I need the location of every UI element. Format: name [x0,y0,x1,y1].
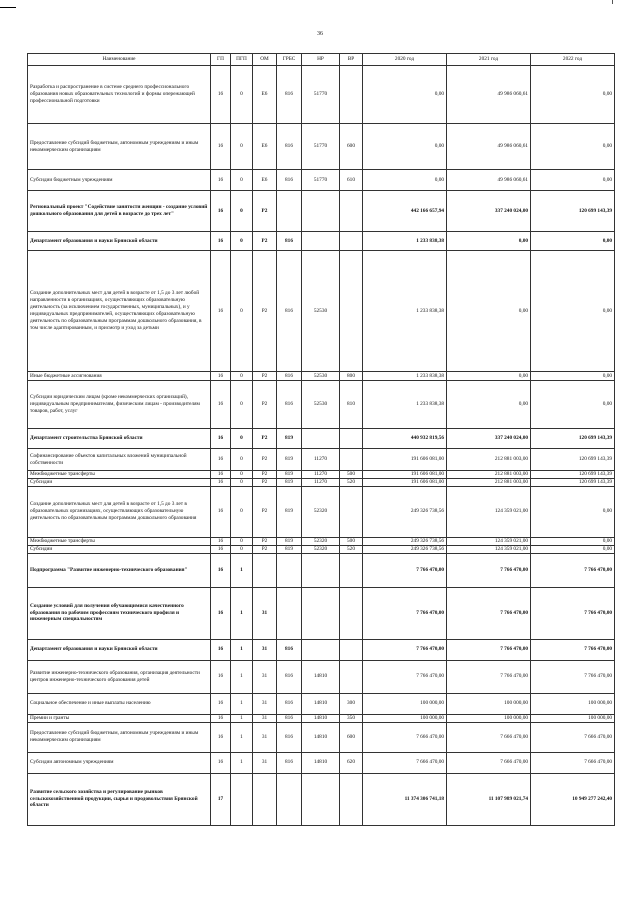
cell-2020: 1 233 838,38 [363,232,447,251]
cell-grbs: 816 [277,639,302,660]
cell-gp: 16 [211,232,231,251]
cell-2021: 0,00 [447,372,531,381]
cell-grbs: 819 [277,537,302,545]
cell-pgp [231,773,253,825]
cell-grbs: 816 [277,124,302,170]
cell-pgp: 1 [231,693,253,714]
cell-2020: 100 000,00 [363,714,447,722]
table-row [28,170,615,191]
cell-2022: 7 666 470,00 [531,722,615,752]
cell-pgp: 1 [231,553,253,587]
cell-name: Создание дополнительных мест для детей в возрасте от 1,5 до 3 лет в образовательных организациях, осуществляющих образовательную деятельность по образовательным программам дошкольного образования [28,486,211,537]
cell-vr [340,773,363,825]
cell-2022: 0,00 [531,537,615,545]
cell-gp: 16 [211,381,231,429]
cell-2020: 249 326 738,56 [363,545,447,553]
cell-name: Департамент образования и науки Брянской области [28,232,211,251]
cell-name: Создание дополнительных мест для детей в возрасте от 1,5 до 3 лет любой направленности в организациях, осуществляющих образовательную деятельность (за исключением государственных, муниципальных), и у индивидуальных предпринимателей, осуществляющих образовательную деятельность по образовательным программам дошкольного образования, в том числе адаптированным, и присмотр и уход за детьми [28,251,211,372]
cell-2021: 49 986 060,61 [447,170,531,191]
table-row [28,773,615,825]
cell-gp: 16 [211,660,231,693]
cell-nr: 14810 [302,722,340,752]
header-grbs: ГРБС [277,54,302,66]
cell-vr: 500 [340,471,363,479]
page-number: 36 [317,31,323,37]
cell-2021: 124 359 021,00 [447,537,531,545]
cell-2021: 7 766 470,00 [447,587,531,639]
cell-vr: 350 [340,714,363,722]
cell-gp: 16 [211,251,231,372]
cell-nr: 14810 [302,693,340,714]
cell-om: Р2 [253,191,277,232]
cell-2020: 11 374 306 741,18 [363,773,447,825]
cell-2021: 100 000,00 [447,714,531,722]
cell-pgp: 0 [231,449,253,471]
cell-nr [302,639,340,660]
cell-grbs: 819 [277,449,302,471]
cell-om: 31 [253,587,277,639]
cell-grbs: 816 [277,722,302,752]
cell-om: Р2 [253,429,277,449]
cell-pgp: 1 [231,587,253,639]
cell-vr: 500 [340,537,363,545]
header-name: Наименование [28,54,211,66]
cell-om: Р2 [253,251,277,372]
cell-2022: 0,00 [531,66,615,124]
cell-gp: 16 [211,471,231,479]
cell-2021: 7 766 470,00 [447,660,531,693]
cell-2020: 7 766 470,00 [363,639,447,660]
cell-nr: 52530 [302,251,340,372]
cell-om: Р2 [253,545,277,553]
cell-pgp: 0 [231,537,253,545]
cell-om: Р2 [253,232,277,251]
cell-vr [340,486,363,537]
cell-gp: 16 [211,587,231,639]
table-header-row [28,54,615,66]
cell-2020: 7 766 470,00 [363,587,447,639]
budget-table [27,53,615,826]
cell-name: Субсидии юридическим лицам (кроме некоммерческих организаций), индивидуальным предпринимателям, физическим лицам - производителям товаров, работ, услуг [28,381,211,429]
cell-grbs: 816 [277,232,302,251]
cell-2021: 124 359 021,00 [447,486,531,537]
cell-pgp: 1 [231,639,253,660]
cell-2022: 120 699 143,39 [531,449,615,471]
cell-2020: 191 606 081,00 [363,471,447,479]
cell-gp: 16 [211,449,231,471]
cell-2022: 120 699 143,39 [531,478,615,486]
cell-om: Р2 [253,537,277,545]
header-nr: НР [302,54,340,66]
cell-2022: 0,00 [531,124,615,170]
cell-name: Субсидии [28,545,211,553]
cell-nr [302,553,340,587]
table-row [28,486,615,537]
cell-2022: 0,00 [531,486,615,537]
cell-vr [340,553,363,587]
cell-grbs: 819 [277,545,302,553]
cell-pgp: 0 [231,232,253,251]
cell-2022: 120 699 143,39 [531,471,615,479]
table-row [28,722,615,752]
cell-vr [340,639,363,660]
cell-2021: 11 107 989 021,74 [447,773,531,825]
top-rule [612,0,613,4]
table-row [28,553,615,587]
cell-grbs [277,553,302,587]
cell-vr [340,191,363,232]
cell-2021: 7 766 470,00 [447,639,531,660]
cell-2022: 100 000,00 [531,714,615,722]
cell-grbs: 816 [277,381,302,429]
cell-2020: 440 932 819,56 [363,429,447,449]
cell-nr [302,773,340,825]
table-row [28,587,615,639]
cell-om [253,773,277,825]
cell-pgp: 0 [231,429,253,449]
cell-2021: 124 359 021,00 [447,545,531,553]
cell-vr [340,429,363,449]
cell-name: Премии и гранты [28,714,211,722]
cell-grbs: 816 [277,660,302,693]
table-row [28,471,615,479]
cell-gp: 16 [211,752,231,773]
cell-name: Развитие инженерно-технического образования, организация деятельности центров инженерно-технического образования детей [28,660,211,693]
cell-vr: 610 [340,170,363,191]
table-row [28,693,615,714]
corner-mark [0,7,16,8]
cell-nr [302,191,340,232]
cell-2022: 7 766 470,00 [531,660,615,693]
cell-grbs: 816 [277,66,302,124]
table-row [28,639,615,660]
table-row [28,714,615,722]
cell-2022: 0,00 [531,372,615,381]
cell-nr: 51770 [302,170,340,191]
cell-2022: 120 699 143,39 [531,429,615,449]
cell-nr [302,232,340,251]
cell-2022: 0,00 [531,381,615,429]
cell-gp: 16 [211,639,231,660]
cell-vr: 620 [340,752,363,773]
cell-om: Р2 [253,449,277,471]
cell-2022: 0,00 [531,232,615,251]
cell-pgp: 1 [231,714,253,722]
cell-pgp: 0 [231,124,253,170]
cell-om: 31 [253,714,277,722]
cell-grbs: 816 [277,372,302,381]
header-2022: 2022 год [531,54,615,66]
cell-2020: 7 766 470,00 [363,660,447,693]
table-row [28,124,615,170]
cell-grbs: 816 [277,752,302,773]
cell-2021: 212 881 003,00 [447,478,531,486]
cell-pgp: 1 [231,722,253,752]
cell-om: 31 [253,722,277,752]
cell-pgp: 1 [231,660,253,693]
header-2021: 2021 год [447,54,531,66]
cell-2021: 100 000,00 [447,693,531,714]
cell-name: Субсидии бюджетным учреждениям [28,170,211,191]
cell-2021: 49 986 060,61 [447,66,531,124]
cell-grbs: 819 [277,471,302,479]
cell-name: Иные бюджетные ассигнования [28,372,211,381]
cell-grbs: 816 [277,170,302,191]
table-row [28,191,615,232]
cell-vr [340,232,363,251]
cell-name: Разработка и распространение в системе среднего профессионального образования новых образовательных технологий и формы опережающей профессиональной подготовки [28,66,211,124]
cell-pgp: 0 [231,66,253,124]
table-row [28,251,615,372]
cell-om: Р2 [253,372,277,381]
cell-2020: 1 233 838,38 [363,381,447,429]
cell-name: Межбюджетные трансферты [28,471,211,479]
cell-gp: 16 [211,714,231,722]
cell-name: Развитие сельского хозяйства и регулирование рынков сельскохозяйственной продукции, сырья и продовольствия Брянской области [28,773,211,825]
cell-om: 31 [253,639,277,660]
cell-om: 31 [253,752,277,773]
cell-2021: 7 666 470,00 [447,752,531,773]
cell-name: Региональный проект "Содействие занятости женщин - создание условий дошкольного образования для детей в возрасте до трех лет" [28,191,211,232]
cell-2020: 1 233 838,38 [363,372,447,381]
cell-2020: 100 000,00 [363,693,447,714]
cell-2022: 10 949 277 242,40 [531,773,615,825]
cell-2020: 0,00 [363,170,447,191]
cell-nr: 14810 [302,752,340,773]
header-om: ОМ [253,54,277,66]
cell-gp: 16 [211,372,231,381]
cell-2020: 191 606 081,00 [363,478,447,486]
cell-nr: 51770 [302,66,340,124]
cell-pgp: 0 [231,170,253,191]
cell-2020: 7 766 470,00 [363,553,447,587]
cell-nr: 52320 [302,486,340,537]
cell-2020: 7 666 470,00 [363,722,447,752]
cell-2022: 0,00 [531,251,615,372]
cell-gp: 16 [211,429,231,449]
cell-name: Субсидии [28,478,211,486]
cell-2020: 191 606 081,00 [363,449,447,471]
cell-name: Создание условий для получения обучающимися качественного образования по рабочим профессиям технического профиля и инженерным специальностям [28,587,211,639]
cell-grbs: 816 [277,693,302,714]
cell-2022: 120 699 143,39 [531,191,615,232]
header-pgp: ПГП [231,54,253,66]
cell-om: Р2 [253,478,277,486]
cell-2021: 7 666 470,00 [447,722,531,752]
cell-nr: 52530 [302,381,340,429]
cell-2021: 7 766 470,00 [447,553,531,587]
cell-vr [340,66,363,124]
cell-vr: 300 [340,693,363,714]
cell-2021: 337 240 024,00 [447,191,531,232]
cell-vr [340,449,363,471]
cell-name: Подпрограмма "Развитие инженерно-технического образования" [28,553,211,587]
cell-gp: 16 [211,170,231,191]
table-row [28,545,615,553]
cell-om: 31 [253,693,277,714]
cell-gp: 17 [211,773,231,825]
cell-2022: 0,00 [531,170,615,191]
cell-gp: 16 [211,124,231,170]
table-row [28,537,615,545]
cell-grbs: 819 [277,478,302,486]
cell-nr [302,429,340,449]
cell-nr: 52530 [302,372,340,381]
cell-gp: 16 [211,722,231,752]
table-row [28,372,615,381]
table-row [28,449,615,471]
cell-pgp: 0 [231,251,253,372]
cell-pgp: 0 [231,545,253,553]
header-gp: ГП [211,54,231,66]
cell-grbs: 819 [277,486,302,537]
cell-name: Предоставление субсидий бюджетным, автономным учреждениям и иным некоммерческим организациям [28,124,211,170]
cell-om: Р2 [253,486,277,537]
cell-vr: 520 [340,478,363,486]
cell-grbs: 816 [277,251,302,372]
cell-pgp: 0 [231,486,253,537]
cell-nr: 11270 [302,449,340,471]
cell-2020: 1 233 838,38 [363,251,447,372]
cell-pgp: 0 [231,191,253,232]
cell-grbs [277,191,302,232]
header-vr: ВР [340,54,363,66]
cell-pgp: 0 [231,471,253,479]
cell-gp: 16 [211,693,231,714]
cell-pgp: 0 [231,478,253,486]
cell-nr [302,587,340,639]
cell-vr: 520 [340,545,363,553]
cell-name: Предоставление субсидий бюджетным, автономным учреждениям и иным некоммерческим организациям [28,722,211,752]
cell-gp: 16 [211,537,231,545]
cell-grbs [277,587,302,639]
cell-gp: 16 [211,66,231,124]
cell-nr: 14810 [302,660,340,693]
cell-2021: 0,00 [447,381,531,429]
cell-vr: 800 [340,372,363,381]
cell-nr: 52320 [302,537,340,545]
cell-name: Межбюджетные трансферты [28,537,211,545]
cell-2022: 7 766 470,00 [531,639,615,660]
cell-grbs: 819 [277,429,302,449]
table-row [28,660,615,693]
table-row [28,381,615,429]
cell-gp: 16 [211,486,231,537]
cell-vr [340,251,363,372]
cell-2021: 0,00 [447,232,531,251]
cell-pgp: 0 [231,381,253,429]
cell-2022: 100 000,00 [531,693,615,714]
cell-2021: 0,00 [447,251,531,372]
cell-om [253,553,277,587]
cell-om: Е6 [253,124,277,170]
cell-gp: 16 [211,545,231,553]
cell-grbs: 816 [277,714,302,722]
cell-gp: 16 [211,191,231,232]
cell-pgp: 0 [231,372,253,381]
cell-name: Социальное обеспечение и иные выплаты населению [28,693,211,714]
cell-vr: 600 [340,722,363,752]
cell-om: Е6 [253,170,277,191]
cell-2020: 0,00 [363,66,447,124]
cell-2020: 7 666 470,00 [363,752,447,773]
table-row [28,66,615,124]
cell-2020: 0,00 [363,124,447,170]
cell-nr: 11270 [302,478,340,486]
cell-pgp: 1 [231,752,253,773]
table-row [28,478,615,486]
cell-2022: 7 766 470,00 [531,553,615,587]
cell-vr: 600 [340,124,363,170]
cell-name: Субсидии автономным учреждениям [28,752,211,773]
cell-2021: 212 881 003,00 [447,449,531,471]
cell-name: Департамент строительства Брянской области [28,429,211,449]
cell-vr [340,660,363,693]
cell-vr [340,587,363,639]
cell-2021: 337 240 024,00 [447,429,531,449]
table-row [28,232,615,251]
cell-grbs [277,773,302,825]
cell-nr: 51770 [302,124,340,170]
cell-om: Е6 [253,66,277,124]
cell-om: Р2 [253,381,277,429]
cell-om: 31 [253,660,277,693]
cell-2022: 7 666 470,00 [531,752,615,773]
table-row [28,429,615,449]
cell-2021: 212 881 003,00 [447,471,531,479]
cell-2021: 49 986 060,61 [447,124,531,170]
cell-2020: 249 326 738,56 [363,486,447,537]
cell-gp: 16 [211,553,231,587]
cell-2020: 442 166 657,94 [363,191,447,232]
cell-2022: 7 766 470,00 [531,587,615,639]
cell-vr: 810 [340,381,363,429]
cell-nr: 11270 [302,471,340,479]
cell-name: Департамент образования и науки Брянской области [28,639,211,660]
cell-nr: 14810 [302,714,340,722]
cell-om: Р2 [253,471,277,479]
cell-2022: 0,00 [531,545,615,553]
cell-2020: 249 326 738,56 [363,537,447,545]
cell-nr: 52320 [302,545,340,553]
cell-gp: 16 [211,478,231,486]
cell-name: Софинансирование объектов капитальных вложений муниципальной собственности [28,449,211,471]
table-row [28,752,615,773]
header-2020: 2020 год [363,54,447,66]
